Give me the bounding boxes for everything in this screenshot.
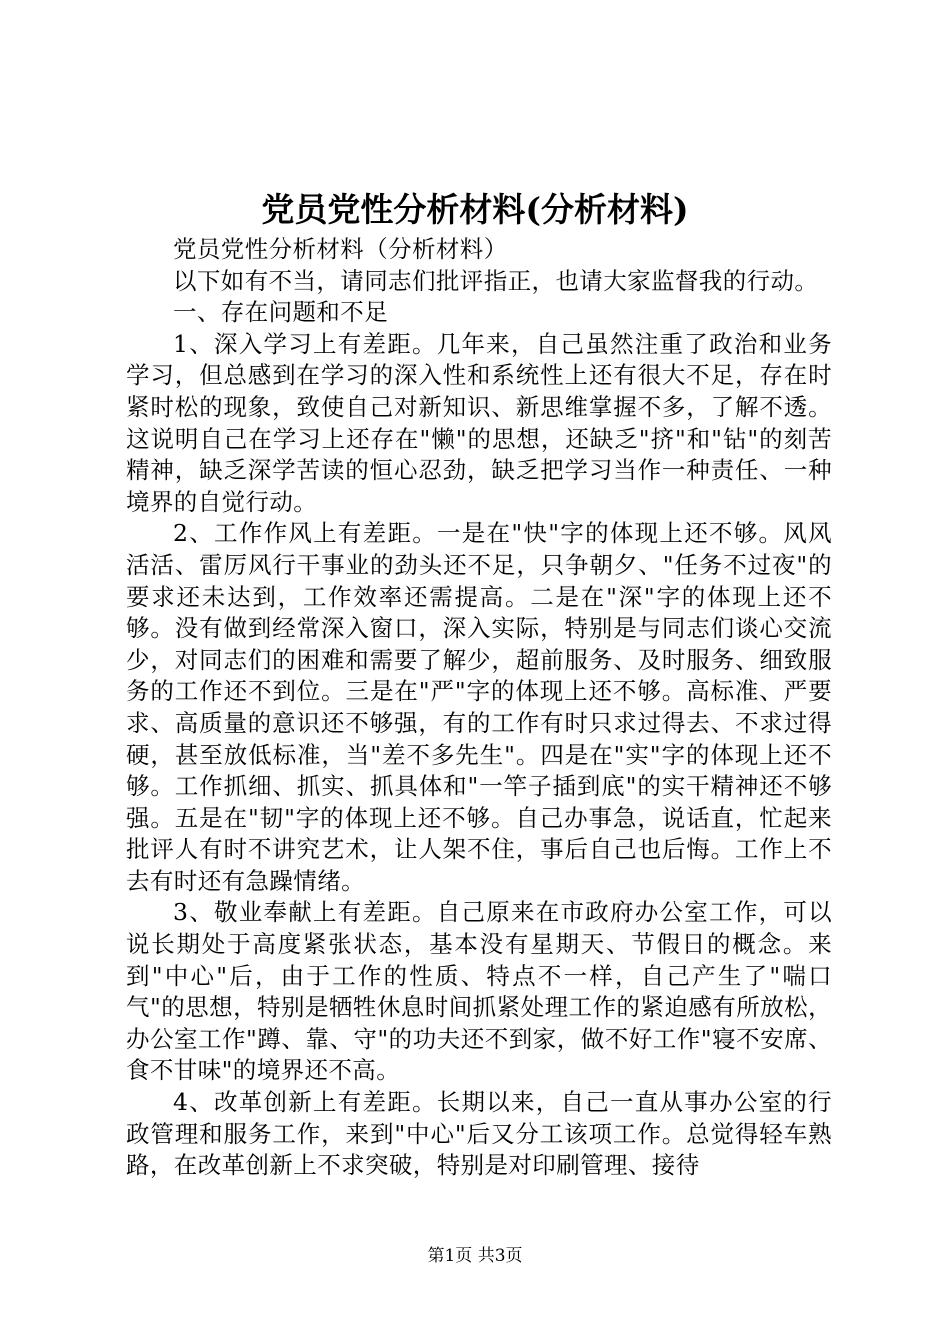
paragraph-study-gap: 1、深入学习上有差距。几年来，自己虽然注重了政治和业务学习，但总感到在学习的深入性和系统性上还有很大不足，存在时紧时松的现象，致使自己对新知识、新思维掌握不多，了解不透。这说明自己在学习上还存在"懒"的思想，还缺乏"挤"和"钻"的刻苦精神，缺乏深学苦读的恒心忍劲，缺乏把学习当作一种责任、一种境界的自觉行动。	[126, 329, 832, 516]
document-body	[126, 234, 832, 1182]
section-heading-problems: 一、存在问题和不足	[173, 298, 389, 327]
page-number-footer: 第1页 共3页	[427, 1246, 523, 1266]
paragraph-innovation-gap: 4、改革创新上有差距。长期以来，自己一直从事办公室的行政管理和服务工作，来到"中心"后又分工该项工作。总觉得轻车熟路，在改革创新上不求突破，特别是对印刷管理、接待	[126, 1088, 832, 1180]
document-title: 党员党性分析材料(分析材料)	[261, 190, 689, 229]
paragraph-dedication-gap: 3、敬业奉献上有差距。自己原来在市政府办公室工作，可以说长期处于高度紧张状态，基本没有星期天、节假日的概念。来到"中心"后，由于工作的性质、特点不一样，自己产生了"喘口气"的思想，特别是牺牲休息时间抓紧处理工作的紧迫感有所放松，办公室工作"蹲、靠、守"的功夫还不到家，做不好工作"寝不安席、食不甘味"的境界还不高。	[126, 898, 832, 1085]
paragraph-intro: 以下如有不当，请同志们批评指正，也请大家监督我的行动。	[173, 266, 819, 295]
paragraph-work-style-gap: 2、工作作风上有差距。一是在"快"字的体现上还不够。风风活活、雷厉风行干事业的劲头还不足，只争朝夕、"任务不过夜"的要求还未达到，工作效率还需提高。二是在"深"字的体现上还不够。没有做到经常深入窗口，深入实际，特别是与同志们谈心交流少，对同志们的困难和需要了解少，超前服务、及时服务、细致服务的工作还不到位。三是在"严"字的体现上还不够。高标准、严要求、高质量的意识还不够强，有的工作有时只求过得去、不求过得硬，甚至放低标准，当"差不多先生"。四是在"实"字的体现上还不够。工作抓细、抓实、抓具体和"一竿子插到底"的实干精神还不够强。五是在"韧"字的体现上还不够。自己办事急，说话直，忙起来批评人有时不讲究艺术，让人架不住，事后自己也后悔。工作上不去有时还有急躁情绪。	[126, 519, 832, 895]
paragraph-subtitle: 党员党性分析材料（分析材料）	[173, 235, 508, 263]
